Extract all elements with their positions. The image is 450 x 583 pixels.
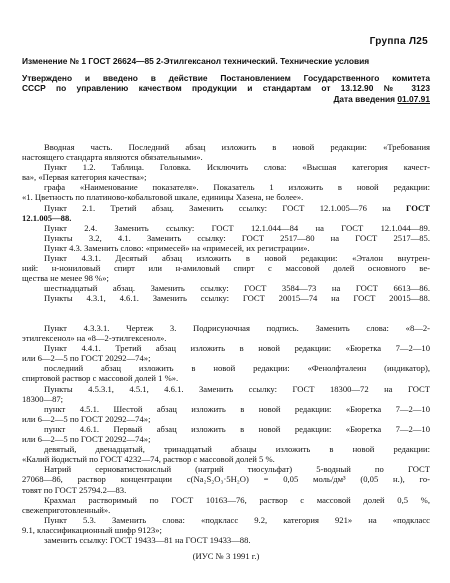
effective-date-intro: Дата введения <box>333 93 396 104</box>
text-line: шестнадцатый абзац. Заменить ссылку: ГОСТ 3584—73 на ГОСТ 6613—86. <box>44 283 430 294</box>
text-line: Пункты 4.5.3.1, 4.5.1, 4.6.1. Заменить ссылку: ГОСТ 18300—72 на ГОСТ <box>44 383 430 394</box>
text-line: настоящего стандарта являются обязательными». <box>22 152 203 163</box>
text-line: Пункт 2.4. Заменить ссылку: ГОСТ 12.1.044—84 на ГОСТ 12.1.044—89. <box>44 222 430 233</box>
text-line: заменить ссылку: ГОСТ 19433—81 на ГОСТ 19433—88. <box>44 534 251 545</box>
amendments-block-1 <box>22 142 430 304</box>
footer-citation: (ИУС № 3 1991 г.) <box>192 551 260 562</box>
text-line: или 6—2—5 по ГОСТ 20292—74»; <box>22 413 151 424</box>
text-line: 12.1.005—88. <box>22 212 72 223</box>
text-line: Пункты 3.2, 4.1. Заменить ссылку: ГОСТ 2517—80 на ГОСТ 2517—85. <box>44 232 430 243</box>
text-span: ГОСТ <box>406 202 430 213</box>
text-line: Пункт 4.3. Заменить слово: «примесей» на «примесей, их регистрации». <box>44 242 310 253</box>
text-line: Пункт 1.2. Таблица. Головка. Исключить слова: «Высшая категория качест- <box>44 162 430 173</box>
text-line: этилгексенол» на «8—2-этилгексенол». <box>22 333 167 344</box>
text-line: ва», «Первая категория качества»; <box>22 172 147 183</box>
text-line: ний: н-нониловый спирт или н-амиловый спирт с массовой долей основного ве- <box>22 263 430 274</box>
text-line: Пункт 4.3.3.1. Чертеж 3. Подрисуночная подпись. Заменить слова: «8—2- <box>44 323 430 333</box>
text-line: спиртовой раствор с массовой долей 1 %». <box>22 373 179 384</box>
change-title: Изменение № 1 ГОСТ 26624—85 2-Этилгексанол технический. Технические условия <box>22 56 370 66</box>
text-line: последний абзац изложить в новой редакции: «Фенолфталеин (индикатор), <box>44 363 430 374</box>
text-line <box>22 203 430 213</box>
text-line: Пункты 4.3.1, 4.6.1. Заменить ссылку: ГОСТ 20015—74 на ГОСТ 20015—88. <box>44 293 430 304</box>
text-line: товят по ГОСТ 25794.2—83. <box>22 484 127 495</box>
text-line: Крахмал растворимый по ГОСТ 10163—76, раствор с массовой долей 0,5 %, <box>44 494 430 505</box>
text-line: пункт 4.6.1. Первый абзац изложить в новой редакции: «Бюретка 7—2—10 <box>44 423 430 434</box>
text-line: Пункт 4.3.1. Десятый абзац изложить в новой редакции: «Эталон внутрен- <box>44 253 430 264</box>
approval-line-1: Утверждено и введено в действие Постановлением Государственного комитета <box>22 72 430 83</box>
text-line: «1. Цветность по платиново-кобальтовой шкале, единицы Хазена, не более». <box>22 192 304 203</box>
text-line: Вводная часть. Последний абзац изложить в новой редакции: «Требования <box>44 142 430 152</box>
group-label: Группа Л25 <box>369 36 428 47</box>
text-line: щества не менее 98 %»; <box>22 273 109 284</box>
effective-date-value: 01.07.91 <box>397 93 430 104</box>
text-line: Пункт 4.4.1. Третий абзац изложить в новой редакции: «Бюретка 7—2—10 <box>44 343 430 354</box>
approval-line-2: СССР по управлению качеством продукции и стандартам от 13.12.90 № 3123 <box>22 83 430 94</box>
text-line: графа «Наименование показателя». Показатель 1 изложить в новой редакции: <box>44 182 430 193</box>
text-line: девятый, двенадцатый, тринадцатый абзацы изложить в новой редакции: <box>44 444 430 455</box>
text-line: «Калий йодистый по ГОСТ 4232—74, раствор с массовой долей 5 %. <box>22 454 275 465</box>
text-line: 27068—86, раствор концентрации c(Na₂S₂O₃·5H₂O) = 0,05 моль/дм³ (0,05 н.), го- <box>22 474 430 485</box>
change-heading <box>22 56 430 104</box>
text-line: 9.1, классификационный шифр 9123»; <box>22 524 162 535</box>
effective-date <box>22 94 430 105</box>
text-line: пункт 4.5.1. Шестой абзац изложить в новой редакции: «Бюретка 7—2—10 <box>44 403 430 414</box>
text-line: Пункт 5.3. Заменить слова: «подкласс 9.2, категория 921» на «подкласс <box>44 514 430 525</box>
text-span: Пункт 2.1. Третий абзац. Заменить ссылку: ГОСТ 12.1.005—76 на <box>44 202 391 213</box>
text-line: 18300—87; <box>22 393 64 404</box>
text-line: свежеприготовленный». <box>22 504 111 515</box>
amendments-block-2 <box>22 323 430 561</box>
text-line: или 6—2—5 по ГОСТ 20292—74»; <box>22 353 151 364</box>
text-line: Натрий серноватистокислый (натрий тиосульфат) 5-водный по ГОСТ <box>44 464 430 475</box>
text-line: или 6—2—5 по ГОСТ 20292—74»; <box>22 434 151 445</box>
